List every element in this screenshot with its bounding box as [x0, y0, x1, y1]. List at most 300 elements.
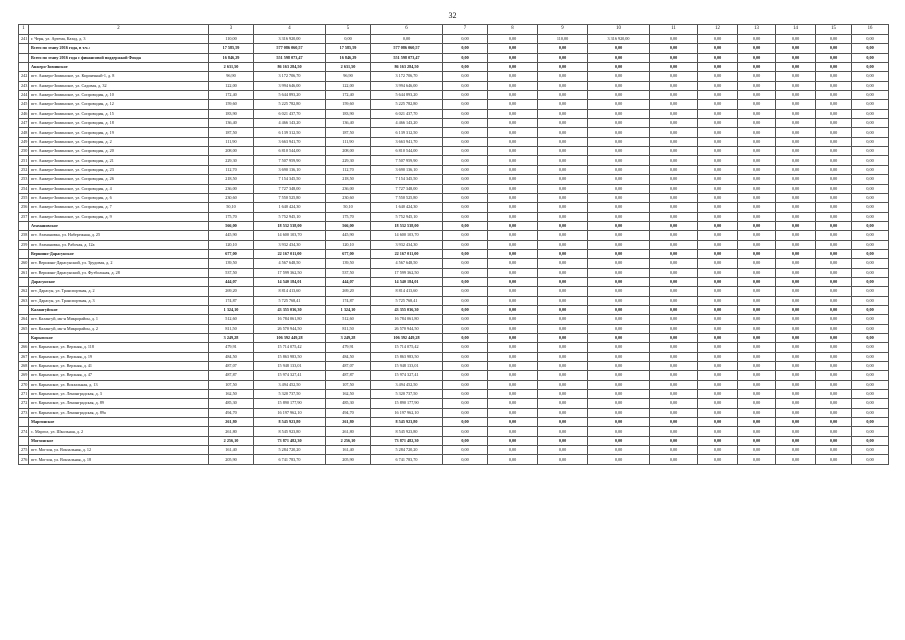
value-cell: 0,00: [776, 137, 816, 146]
value-cell: 4 567 648,50: [254, 259, 326, 268]
value-cell: 0,00: [852, 100, 889, 109]
value-cell: 159,60: [326, 100, 371, 109]
value-cell: 0,00: [650, 446, 698, 455]
value-cell: 0,00: [650, 165, 698, 174]
value-cell: 566,00: [209, 221, 254, 230]
value-cell: 0,00: [650, 390, 698, 399]
value-cell: 487,07: [209, 362, 254, 371]
value-cell: 0,00: [443, 212, 488, 221]
address-cell: пгт. Атамановка, ул. Рабочая, д. 12а: [29, 240, 209, 249]
value-cell: 811,50: [209, 324, 254, 333]
value-cell: 0,00: [776, 399, 816, 408]
value-cell: 0,00: [698, 137, 738, 146]
value-cell: 0,00: [650, 128, 698, 137]
value-cell: 0,00: [488, 418, 538, 427]
value-cell: 0,00: [852, 109, 889, 118]
address-cell: пгт. Карымское, ул. Верхняя, д. 41: [29, 362, 209, 371]
value-cell: 0,00: [816, 268, 852, 277]
row-number-cell: 248: [19, 128, 29, 137]
value-cell: 0,00: [538, 362, 588, 371]
value-cell: 139,50: [326, 259, 371, 268]
value-cell: 0,00: [738, 315, 776, 324]
value-cell: 0,00: [738, 156, 776, 165]
value-cell: 3 494 452,50: [371, 380, 443, 389]
value-cell: 0,00: [776, 259, 816, 268]
value-cell: 6 021 437,70: [254, 109, 326, 118]
value-cell: 0,00: [443, 380, 488, 389]
value-cell: 0,00: [816, 44, 852, 53]
value-cell: 218,50: [209, 175, 254, 184]
value-cell: 14 600 103,70: [371, 231, 443, 240]
value-cell: 107,50: [209, 380, 254, 389]
value-cell: 0,00: [698, 184, 738, 193]
value-cell: 0,00: [698, 455, 738, 464]
value-cell: 0,00: [776, 193, 816, 202]
column-number-cell: 2: [29, 25, 209, 35]
value-cell: 0,00: [816, 137, 852, 146]
value-cell: 0,00: [738, 193, 776, 202]
value-cell: 537,50: [209, 268, 254, 277]
row-number-cell: 274: [19, 427, 29, 436]
column-number-row: [19, 25, 889, 35]
address-cell: пгт. Анжеро-Зиминское, ул. Сопроводин, д. 12: [29, 100, 209, 109]
value-cell: 0,00: [588, 408, 650, 417]
table-row: [19, 231, 889, 240]
value-cell: 444,07: [209, 277, 254, 286]
value-cell: 0,00: [588, 72, 650, 81]
value-cell: 0,00: [443, 334, 488, 343]
value-cell: 0,00: [738, 63, 776, 72]
address-cell: пгт. Анжеро-Зиминское, ул. Сопроводин, д. 6: [29, 193, 209, 202]
value-cell: 0,00: [650, 249, 698, 258]
value-cell: 0,00: [443, 221, 488, 230]
value-cell: 0,00: [852, 268, 889, 277]
row-number-cell: 245: [19, 100, 29, 109]
value-cell: 0,00: [816, 427, 852, 436]
row-number-cell: [19, 436, 29, 445]
table-summary-row: [19, 249, 889, 258]
row-number-cell: 254: [19, 184, 29, 193]
value-cell: 445,90: [209, 231, 254, 240]
value-cell: 0,00: [650, 137, 698, 146]
value-cell: 0,00: [738, 352, 776, 361]
value-cell: 16 197 962,10: [371, 408, 443, 417]
value-cell: 0,00: [538, 287, 588, 296]
value-cell: 487,87: [326, 371, 371, 380]
value-cell: 0,00: [650, 418, 698, 427]
value-cell: 14 540 184,01: [254, 277, 326, 286]
table-row: [19, 315, 889, 324]
column-number-cell: 16: [852, 25, 889, 35]
address-cell: пгт. Калангуй, мк-н Микрорайон, д. 1: [29, 315, 209, 324]
value-cell: 0,00: [698, 165, 738, 174]
address-cell: пгт. Анжеро-Зиминское, ул. Сопроводин, д. 20: [29, 147, 209, 156]
row-number-cell: 255: [19, 193, 29, 202]
table-row: [19, 175, 889, 184]
value-cell: 0,00: [488, 315, 538, 324]
value-cell: 0,00: [776, 35, 816, 44]
value-cell: 0,00: [776, 184, 816, 193]
value-cell: 0,00: [698, 203, 738, 212]
address-cell: пгт. Анжеро-Зиминское, ул. Сопроводин, д. 7: [29, 203, 209, 212]
value-cell: 0,00: [738, 81, 776, 90]
value-cell: 3 663 941,70: [371, 137, 443, 146]
value-cell: 0,00: [816, 240, 852, 249]
value-cell: 208,00: [326, 147, 371, 156]
value-cell: 17 585,59: [209, 44, 254, 53]
table-row: [19, 184, 889, 193]
value-cell: 0,00: [738, 249, 776, 258]
value-cell: 0,00: [698, 81, 738, 90]
value-cell: 0,00: [488, 305, 538, 314]
value-cell: 15 714 075,42: [254, 343, 326, 352]
value-cell: 0,00: [650, 119, 698, 128]
value-cell: 172,40: [209, 91, 254, 100]
value-cell: 0,00: [443, 240, 488, 249]
value-cell: 0,00: [738, 446, 776, 455]
column-number-cell: 14: [776, 25, 816, 35]
value-cell: 5 725 768,41: [371, 296, 443, 305]
row-number-cell: 276: [19, 455, 29, 464]
housing-program-table-sheet: [18, 24, 888, 465]
column-number-cell: 5: [326, 25, 371, 35]
value-cell: 0,00: [488, 221, 538, 230]
table-row: [19, 137, 889, 146]
address-cell: пгт. Анжеро-Зиминское, ул. Сопроводин, д. 23: [29, 165, 209, 174]
value-cell: 0,00: [538, 193, 588, 202]
value-cell: 17 599 362,50: [254, 268, 326, 277]
table-summary-row: [19, 63, 889, 72]
value-cell: 7 550 525,80: [254, 193, 326, 202]
value-cell: 0,00: [738, 268, 776, 277]
address-cell: пгт. Карымское, ул. Ленинградская, д. 3: [29, 390, 209, 399]
value-cell: 0,00: [698, 436, 738, 445]
value-cell: 0,00: [852, 184, 889, 193]
value-cell: 0,00: [443, 231, 488, 240]
value-cell: 0,00: [816, 324, 852, 333]
value-cell: 73 871 482,30: [371, 436, 443, 445]
value-cell: 50,10: [209, 203, 254, 212]
value-cell: 5 320 737,50: [254, 390, 326, 399]
value-cell: 0,00: [852, 399, 889, 408]
value-cell: 0,00: [488, 408, 538, 417]
value-cell: 0,00: [588, 249, 650, 258]
value-cell: 172,40: [326, 91, 371, 100]
value-cell: 0,00: [738, 296, 776, 305]
address-cell: пгт. Анжеро-Зиминское, ул. Кирпичный-1, д. 8: [29, 72, 209, 81]
value-cell: 0,00: [443, 119, 488, 128]
value-cell: 3 932 434,30: [254, 240, 326, 249]
value-cell: 0,00: [852, 296, 889, 305]
value-cell: 18 532 538,00: [371, 221, 443, 230]
value-cell: 0,00: [538, 390, 588, 399]
value-cell: 0,00: [538, 128, 588, 137]
value-cell: 0,00: [538, 44, 588, 53]
value-cell: 4 466 143,20: [254, 119, 326, 128]
value-cell: 8 545 923,80: [371, 427, 443, 436]
value-cell: 0,00: [738, 436, 776, 445]
value-cell: 106 392 449,28: [254, 334, 326, 343]
value-cell: 0,00: [650, 380, 698, 389]
value-cell: 0,00: [776, 268, 816, 277]
value-cell: 487,87: [209, 371, 254, 380]
value-cell: 5 225 782,80: [254, 100, 326, 109]
address-cell: Всего по этапу 2016 года с финансовой поддержкой Фонда: [29, 53, 209, 62]
value-cell: 0,00: [816, 305, 852, 314]
value-cell: 0,00: [816, 175, 852, 184]
value-cell: 5 644 893,20: [254, 91, 326, 100]
value-cell: 5 284 720,20: [371, 446, 443, 455]
value-cell: 15 974 327,41: [371, 371, 443, 380]
value-cell: 0,00: [738, 147, 776, 156]
value-cell: 0,00: [588, 287, 650, 296]
value-cell: 0,00: [698, 408, 738, 417]
value-cell: 0,00: [816, 436, 852, 445]
value-cell: 0,00: [538, 259, 588, 268]
value-cell: 0,00: [443, 63, 488, 72]
value-cell: 677,00: [209, 249, 254, 258]
value-cell: 0,00: [776, 427, 816, 436]
value-cell: 3 249,28: [326, 334, 371, 343]
address-cell: Атамановское: [29, 221, 209, 230]
value-cell: 161,40: [326, 446, 371, 455]
value-cell: 3 249,28: [209, 334, 254, 343]
value-cell: 0,00: [816, 212, 852, 221]
value-cell: 0,00: [698, 390, 738, 399]
address-cell: пгт. Вершино-Дарасунский, ул. Трудовая, д. 2: [29, 259, 209, 268]
value-cell: 0,00: [588, 352, 650, 361]
value-cell: 16 784 061,80: [254, 315, 326, 324]
table-row: [19, 455, 889, 464]
value-cell: 577 086 060,57: [254, 44, 326, 53]
value-cell: 0,00: [443, 352, 488, 361]
value-cell: 0,00: [776, 156, 816, 165]
value-cell: 0,00: [538, 147, 588, 156]
value-cell: 0,00: [488, 109, 538, 118]
value-cell: 0,00: [852, 212, 889, 221]
value-cell: 0,00: [776, 128, 816, 137]
value-cell: 0,00: [776, 418, 816, 427]
value-cell: 0,00: [443, 147, 488, 156]
value-cell: 22 167 011,00: [371, 249, 443, 258]
value-cell: 15 948 133,01: [254, 362, 326, 371]
value-cell: 0,00: [588, 277, 650, 286]
value-cell: 0,00: [698, 193, 738, 202]
value-cell: 0,00: [738, 334, 776, 343]
value-cell: 0,00: [776, 436, 816, 445]
value-cell: 0,00: [650, 53, 698, 62]
table-row: [19, 91, 889, 100]
value-cell: 218,50: [326, 175, 371, 184]
address-cell: пгт. Анжеро-Зиминское, ул. Сопроводин, д. 9: [29, 212, 209, 221]
value-cell: 0,00: [852, 436, 889, 445]
value-cell: 0,00: [443, 72, 488, 81]
value-cell: 26 570 944,50: [371, 324, 443, 333]
value-cell: 479,91: [209, 343, 254, 352]
table-summary-row: [19, 221, 889, 230]
value-cell: 229,30: [326, 156, 371, 165]
table-row: [19, 259, 889, 268]
value-cell: 0,00: [816, 362, 852, 371]
value-cell: 0,00: [776, 72, 816, 81]
value-cell: 3 172 706,70: [254, 72, 326, 81]
row-number-cell: 269: [19, 371, 29, 380]
value-cell: 0,00: [588, 231, 650, 240]
address-cell: г. Черн, ул. Артема, Казад, д. 3: [29, 35, 209, 44]
value-cell: 0,00: [443, 53, 488, 62]
address-cell: пгт. Карымское, ул. Верхняя, д. 19: [29, 352, 209, 361]
value-cell: 0,00: [776, 109, 816, 118]
value-cell: 15 890 177,90: [371, 399, 443, 408]
value-cell: 0,00: [488, 72, 538, 81]
table-summary-row: [19, 305, 889, 314]
value-cell: 112,70: [326, 165, 371, 174]
value-cell: 0,00: [852, 277, 889, 286]
value-cell: 0,00: [738, 240, 776, 249]
value-cell: 111,90: [326, 137, 371, 146]
value-cell: 0,00: [698, 427, 738, 436]
value-cell: 0,00: [738, 324, 776, 333]
value-cell: 0,00: [698, 72, 738, 81]
value-cell: 479,91: [326, 343, 371, 352]
value-cell: 0,00: [816, 343, 852, 352]
value-cell: 0,00: [698, 380, 738, 389]
value-cell: 512,60: [209, 315, 254, 324]
housing-program-table: [18, 24, 889, 465]
value-cell: 0,00: [816, 390, 852, 399]
value-cell: 4 466 143,20: [371, 119, 443, 128]
value-cell: 0,00: [538, 408, 588, 417]
value-cell: 0,00: [738, 305, 776, 314]
value-cell: 7 727 348,00: [254, 184, 326, 193]
value-cell: 0,00: [776, 203, 816, 212]
value-cell: 0,00: [588, 175, 650, 184]
value-cell: 444,07: [326, 277, 371, 286]
row-number-cell: 246: [19, 109, 29, 118]
value-cell: 0,00: [852, 380, 889, 389]
value-cell: 0,00: [443, 35, 488, 44]
value-cell: 261,80: [326, 427, 371, 436]
value-cell: 6 741 783,70: [254, 455, 326, 464]
value-cell: 0,00: [443, 44, 488, 53]
row-number-cell: [19, 305, 29, 314]
value-cell: 0,00: [852, 119, 889, 128]
value-cell: 0,00: [738, 100, 776, 109]
value-cell: 6 139 312,50: [254, 128, 326, 137]
value-cell: 0,00: [698, 249, 738, 258]
table-row: [19, 240, 889, 249]
value-cell: 0,00: [816, 128, 852, 137]
row-number-cell: 242: [19, 72, 29, 81]
value-cell: 485,30: [326, 399, 371, 408]
value-cell: 0,00: [588, 221, 650, 230]
value-cell: 0,00: [650, 259, 698, 268]
value-cell: 0,00: [443, 446, 488, 455]
value-cell: 0,00: [538, 277, 588, 286]
value-cell: 16 784 061,80: [371, 315, 443, 324]
value-cell: 0,00: [443, 203, 488, 212]
value-cell: 261,80: [209, 418, 254, 427]
value-cell: 0,00: [776, 44, 816, 53]
value-cell: 14 600 103,70: [254, 231, 326, 240]
value-cell: 5 752 945,10: [371, 212, 443, 221]
address-cell: пгт. Карымское, ул. Ленинградская, д. 89: [29, 399, 209, 408]
value-cell: 0,00: [816, 287, 852, 296]
value-cell: 0,00: [443, 259, 488, 268]
value-cell: 183,90: [326, 109, 371, 118]
value-cell: 7 507 959,90: [371, 156, 443, 165]
value-cell: 0,00: [443, 175, 488, 184]
value-cell: 0,00: [698, 418, 738, 427]
value-cell: 111,90: [209, 137, 254, 146]
value-cell: 0,00: [488, 53, 538, 62]
value-cell: 0,00: [538, 315, 588, 324]
value-cell: 0,00: [650, 156, 698, 165]
value-cell: 0,00: [852, 72, 889, 81]
value-cell: 187,50: [209, 128, 254, 137]
table-summary-row: [19, 334, 889, 343]
value-cell: 2 631,50: [326, 63, 371, 72]
value-cell: 205,90: [209, 455, 254, 464]
value-cell: 229,30: [209, 156, 254, 165]
value-cell: 0,00: [816, 455, 852, 464]
row-number-cell: 268: [19, 362, 29, 371]
value-cell: 0,00: [650, 436, 698, 445]
value-cell: 0,00: [698, 156, 738, 165]
table-row: [19, 446, 889, 455]
value-cell: 0,00: [816, 35, 852, 44]
value-cell: 0,00: [588, 156, 650, 165]
value-cell: 0,00: [488, 362, 538, 371]
value-cell: 174,87: [326, 296, 371, 305]
value-cell: 0,00: [443, 362, 488, 371]
value-cell: 0,00: [738, 91, 776, 100]
value-cell: 2 256,10: [326, 436, 371, 445]
row-number-cell: 244: [19, 91, 29, 100]
value-cell: 0,00: [538, 212, 588, 221]
value-cell: 0,00: [852, 305, 889, 314]
value-cell: 0,00: [738, 259, 776, 268]
value-cell: 1 640 424,30: [254, 203, 326, 212]
value-cell: 0,00: [443, 408, 488, 417]
value-cell: 4 567 648,50: [371, 259, 443, 268]
value-cell: 0,00: [816, 165, 852, 174]
address-cell: пгт. Дарасун, ул. Транспортная, д. 3: [29, 296, 209, 305]
value-cell: 16 197 962,10: [254, 408, 326, 417]
value-cell: 0,00: [650, 147, 698, 156]
value-cell: 6 139 312,50: [371, 128, 443, 137]
address-cell: Анжеро-Зиминское: [29, 63, 209, 72]
value-cell: 0,00: [326, 35, 371, 44]
table-summary-row: [19, 277, 889, 286]
value-cell: 0,00: [650, 408, 698, 417]
value-cell: 0,00: [488, 35, 538, 44]
value-cell: 0,00: [443, 81, 488, 90]
value-cell: 0,00: [488, 193, 538, 202]
address-cell: пгт. Анжеро-Зиминское, ул. Сопроводин, д. 21: [29, 156, 209, 165]
value-cell: 107,50: [326, 380, 371, 389]
value-cell: 0,00: [538, 343, 588, 352]
value-cell: 0,00: [588, 203, 650, 212]
value-cell: 187,50: [326, 128, 371, 137]
value-cell: 0,00: [588, 147, 650, 156]
address-cell: Карымское: [29, 334, 209, 343]
value-cell: 0,00: [538, 249, 588, 258]
row-number-cell: 270: [19, 380, 29, 389]
value-cell: 0,00: [371, 35, 443, 44]
value-cell: 0,00: [738, 231, 776, 240]
value-cell: 512,60: [326, 315, 371, 324]
